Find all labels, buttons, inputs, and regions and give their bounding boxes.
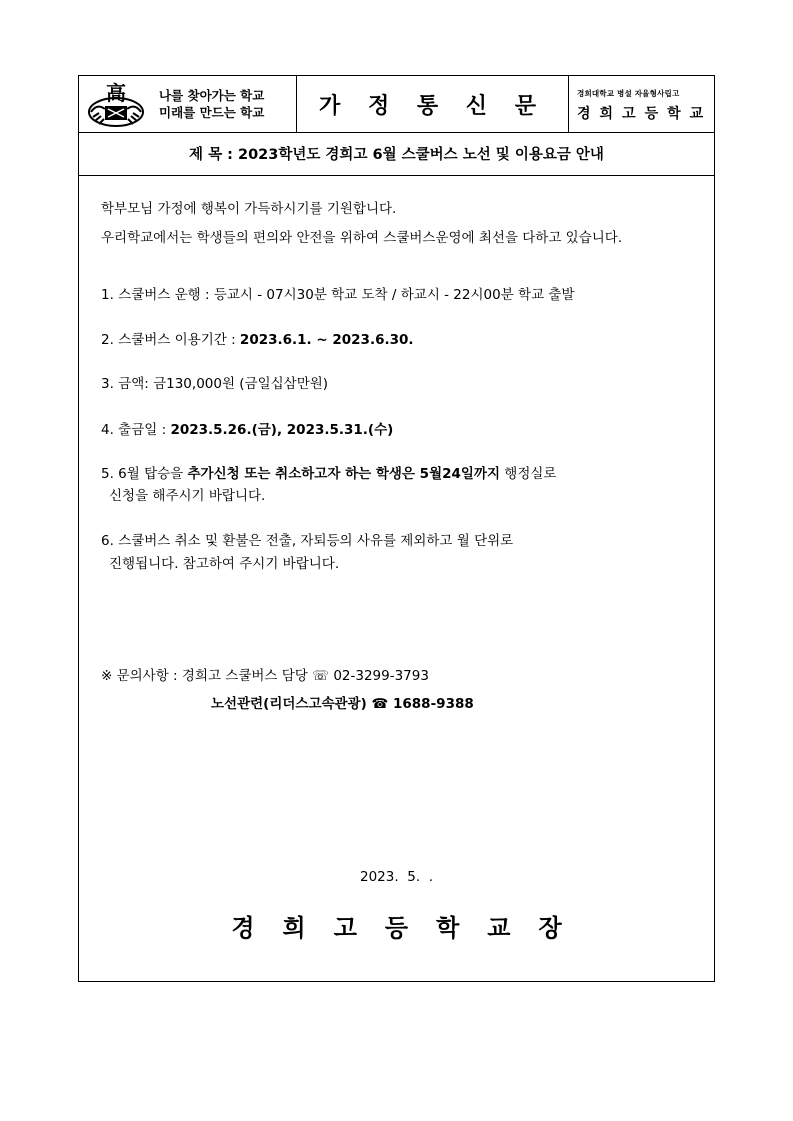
- item-3-amount: 3. 금액: 금130,000원 (금일십삼만원): [101, 376, 329, 392]
- item-6-refund-line-2: 진행됩니다. 참고하여 주시기 바랍니다.: [109, 556, 340, 572]
- greeting-line-2: 우리학교에서는 학생들의 편의와 안전을 위하여 스쿨버스운영에 최선을 다하고 있습니다.: [101, 230, 623, 246]
- school-emblem-icon: [85, 79, 147, 129]
- greeting-line-1: 학부모님 가정에 행복이 가득하시기를 기원합니다.: [101, 201, 397, 217]
- item-4-withdrawal-date: [101, 421, 393, 440]
- item-1-bus-schedule: 1. 스쿨버스 운행 : 등교시 - 07시30분 학교 도착 / 하교시 - 22시00분 학교 출발: [101, 287, 575, 303]
- issue-date: 2023. 5. .: [360, 869, 433, 885]
- item-5-label: 5. 6월 탑승을: [101, 466, 188, 482]
- school-mottos: [159, 87, 264, 121]
- item-2-label: 2. 스쿨버스 이용기간 :: [101, 332, 240, 348]
- motto-line-1: 나를 찾아가는 학교: [159, 88, 265, 103]
- logo-cell: [79, 76, 297, 132]
- notice-document: [78, 75, 715, 982]
- item-2-usage-period: [101, 331, 414, 350]
- title-cell: [297, 76, 569, 132]
- letterhead: [79, 76, 714, 133]
- school-cell: [569, 76, 714, 132]
- item-4-label: 4. 출금일 :: [101, 422, 171, 438]
- item-5-application: [101, 465, 556, 484]
- item-2-dates: 2023.6.1. ~ 2023.6.30.: [239, 332, 414, 348]
- contact-inquiry: ※ 문의사항 : 경희고 스쿨버스 담당 ☏ 02-3299-3793: [101, 668, 429, 684]
- school-name: 경희고등학교: [577, 106, 713, 122]
- item-5-suffix: 행정실로: [500, 466, 557, 482]
- item-5-line-2: 신청을 해주시기 바랍니다.: [109, 488, 266, 504]
- emblem-character: 高: [106, 81, 126, 105]
- principal-signature: 경희고등학교장: [231, 914, 590, 942]
- school-subtitle: 경희대학교 병설 자율형사립고: [577, 89, 680, 98]
- item-4-dates: 2023.5.26.(금), 2023.5.31.(수): [170, 422, 394, 438]
- item-5-deadline: 추가신청 또는 취소하고자 하는 학생은 5월24일까지: [187, 466, 501, 482]
- document-title: 가 정 통 신 문: [319, 93, 546, 119]
- motto-line-2: 미래를 만드는 학교: [159, 105, 265, 120]
- subject-line: 제 목 : 2023학년도 경희고 6월 스쿨버스 노선 및 이용요금 안내: [79, 132, 714, 176]
- contact-route: 노선관련(리더스고속관광) ☎ 1688-9388: [211, 696, 474, 712]
- item-6-refund-line-1: 6. 스쿨버스 취소 및 환불은 전출, 자퇴등의 사유를 제외하고 월 단위로: [101, 533, 514, 549]
